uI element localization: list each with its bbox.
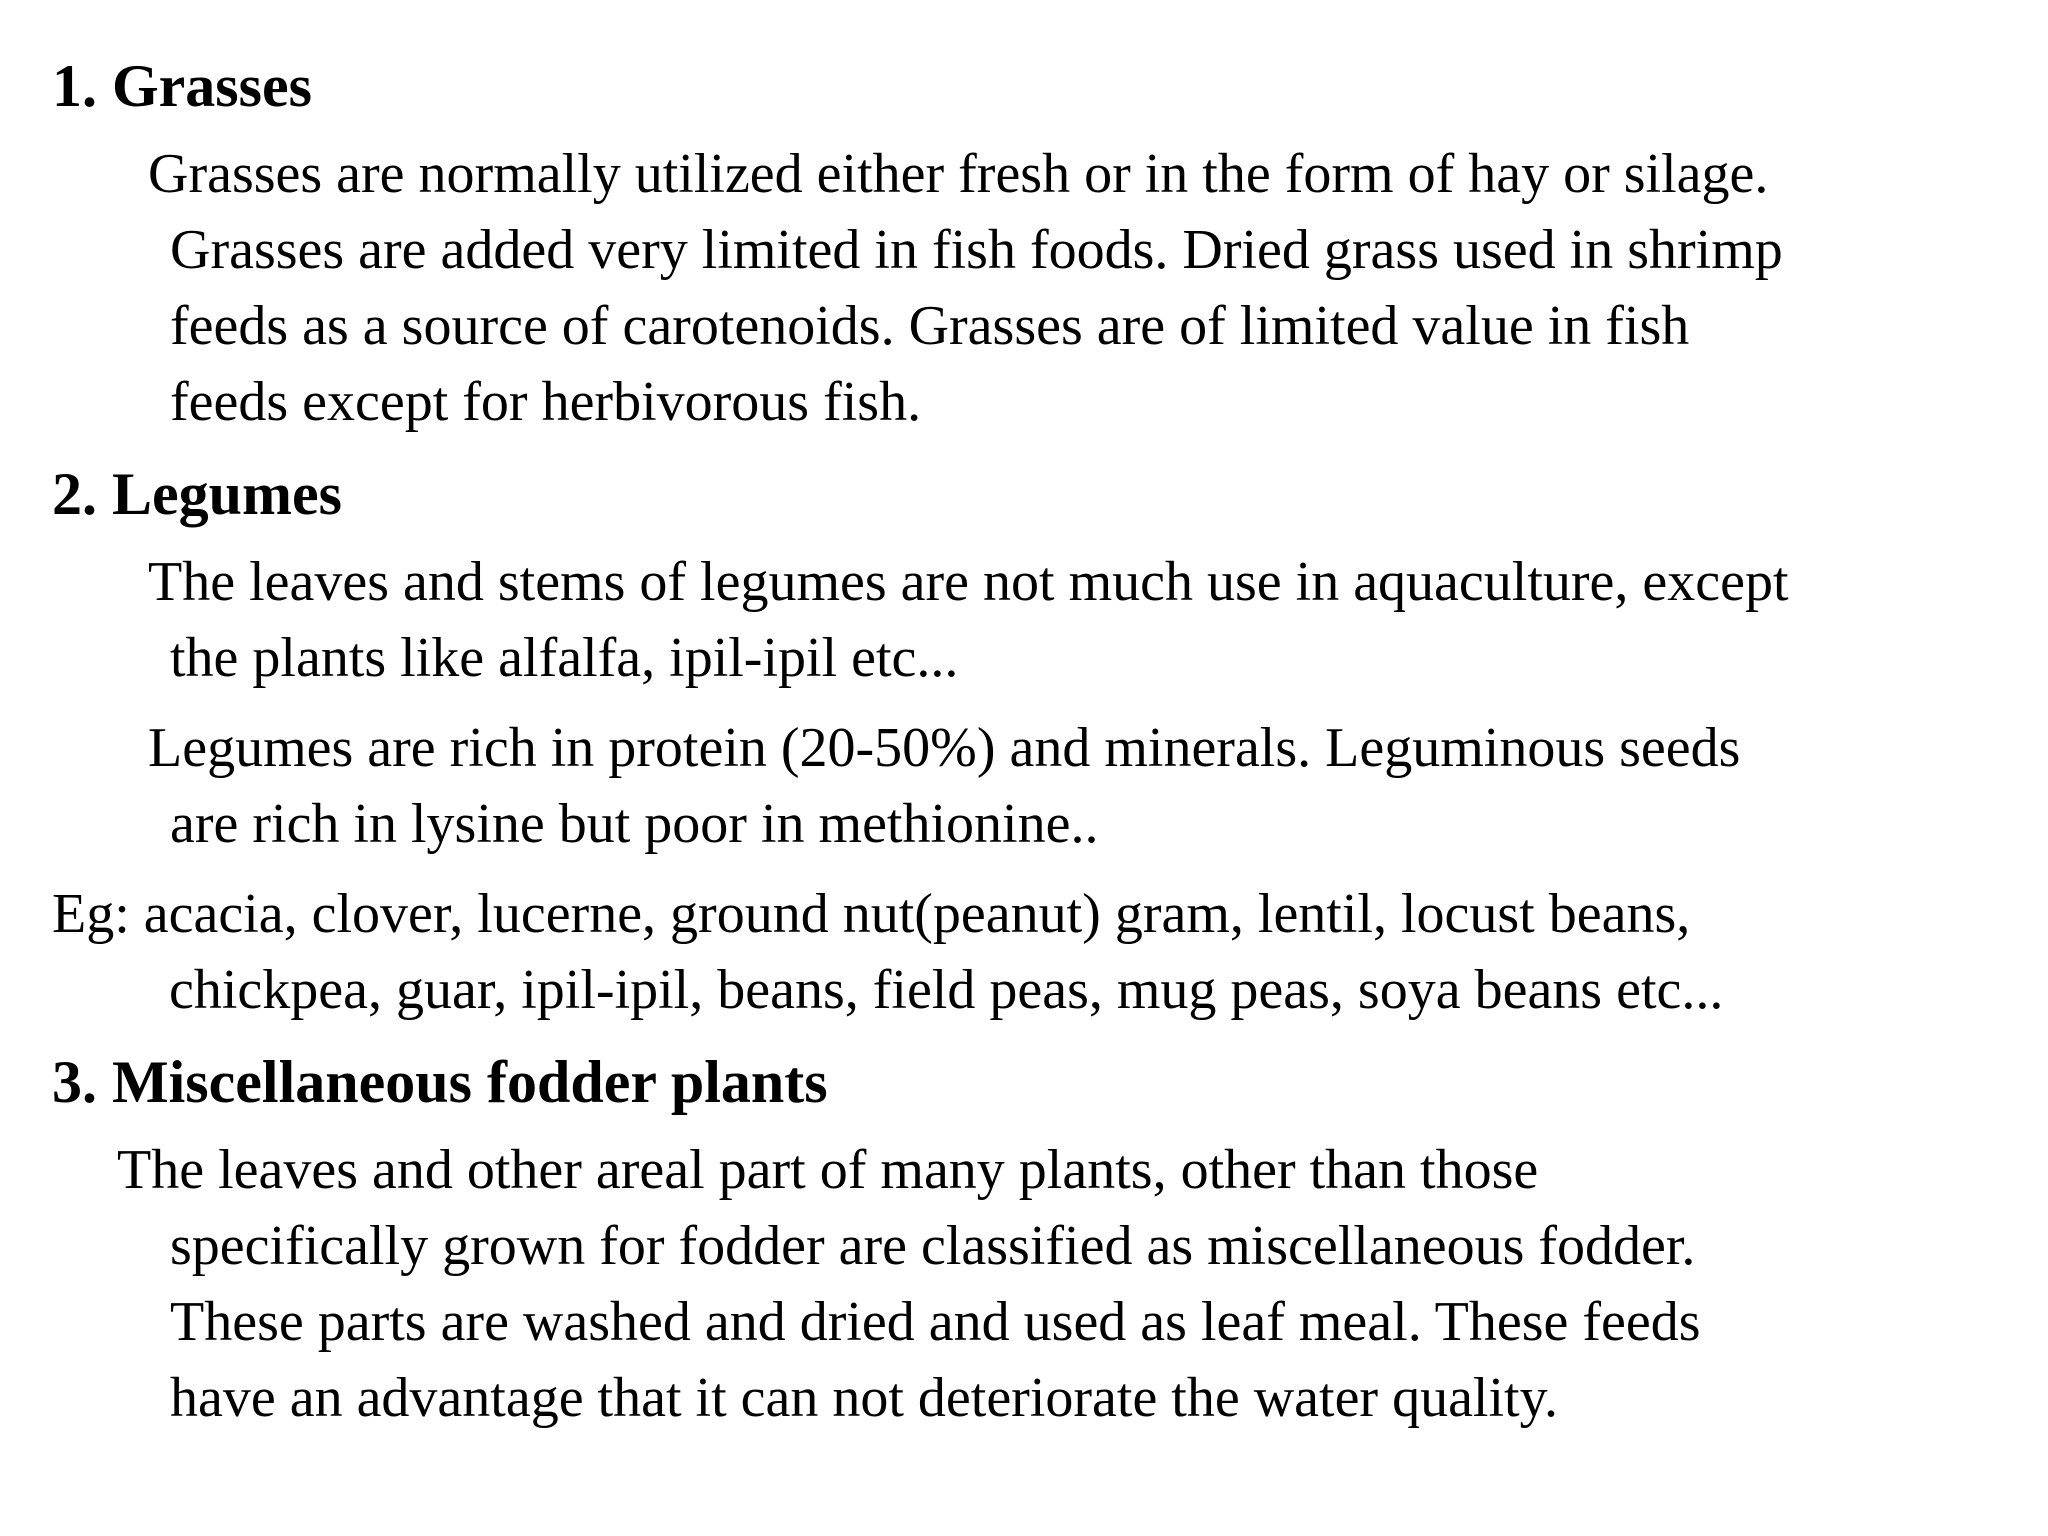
text-line: The leaves and other areal part of many plants, other than those	[117, 1139, 1539, 1201]
heading-miscellaneous-fodder: 3. Miscellaneous fodder plants	[52, 1049, 828, 1115]
paragraph-miscellaneous-fodder	[117, 1132, 1701, 1436]
text-line: These parts are washed and dried and used as leaf meal. These feeds	[170, 1291, 1701, 1353]
text-line: feeds as a source of carotenoids. Grasses are of limited value in fish	[170, 295, 1690, 357]
heading-legumes: 2. Legumes	[52, 461, 342, 527]
text-line: specifically grown for fodder are classified as miscellaneous fodder.	[170, 1215, 1696, 1277]
text-line: Grasses are normally utilized either fresh or in the form of hay or silage.	[148, 143, 1769, 205]
text-line: have an advantage that it can not deteriorate the water quality.	[170, 1367, 1558, 1429]
paragraph-grasses	[148, 136, 1783, 440]
text-line: Legumes are rich in protein (20-50%) and minerals. Leguminous seeds	[148, 717, 1741, 779]
text-line: chickpea, guar, ipil-ipil, beans, field peas, mug peas, soya beans etc...	[169, 959, 1724, 1021]
paragraph-legumes-nutrition	[148, 710, 1740, 862]
text-line: feeds except for herbivorous fish.	[170, 371, 922, 433]
text-line: are rich in lysine but poor in methionine..	[170, 793, 1099, 855]
text-line: Eg: acacia, clover, lucerne, ground nut(peanut) gram, lentil, locust beans,	[52, 883, 1691, 945]
heading-grasses: 1. Grasses	[52, 53, 312, 119]
text-line: the plants like alfalfa, ipil-ipil etc...	[170, 627, 959, 689]
paragraph-legumes-use	[148, 544, 1789, 696]
text-line: The leaves and stems of legumes are not much use in aquaculture, except	[148, 551, 1789, 613]
paragraph-legumes-examples	[52, 876, 1723, 1028]
text-line: Grasses are added very limited in fish foods. Dried grass used in shrimp	[170, 219, 1783, 281]
